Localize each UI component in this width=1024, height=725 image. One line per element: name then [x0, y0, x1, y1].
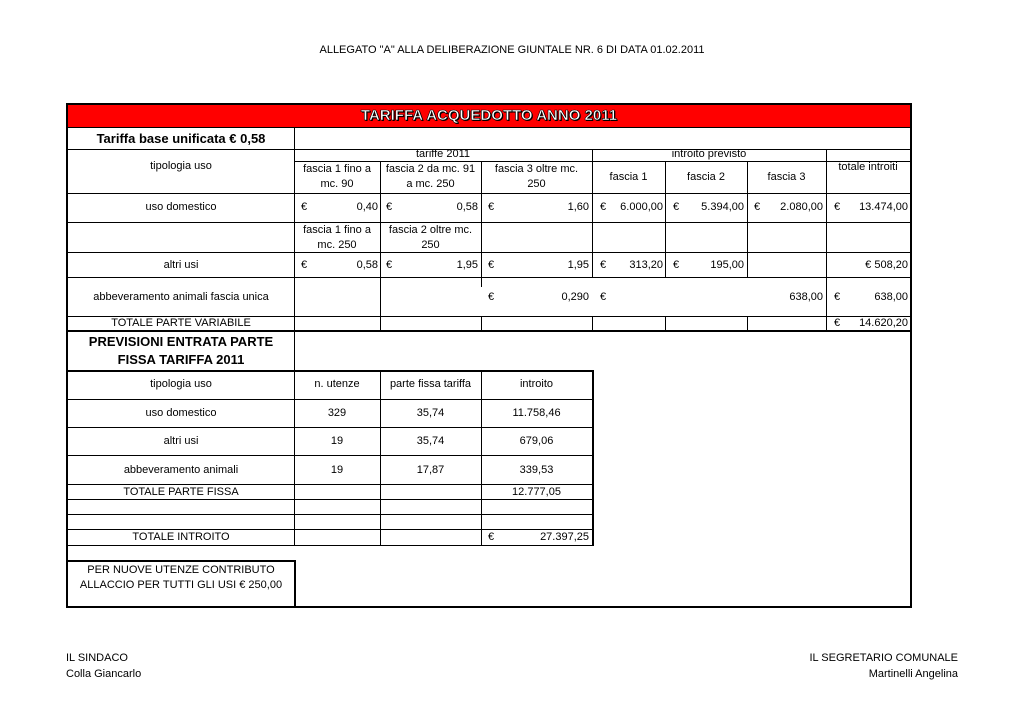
altri-fascia2-label: fascia 2 oltre mc. 250 — [388, 224, 473, 251]
dom-tot: 13.474,00 — [859, 201, 908, 213]
dom-i3: 2.080,00 — [780, 201, 823, 213]
totale-introiti-header: totale introiti — [838, 161, 898, 173]
altri-i2: 195,00 — [710, 259, 744, 271]
euro-sign: € — [301, 201, 308, 213]
totale-introito-label: TOTALE INTROITO — [132, 531, 230, 543]
fixed-row-introito: 679,06 — [519, 435, 554, 447]
fixed-row-introito: 339,53 — [519, 464, 554, 476]
fixed-header-utenze: n. utenze — [314, 378, 360, 390]
intr-fascia3: fascia 3 — [767, 171, 806, 183]
document-header: ALLEGATO "A" ALLA DELIBERAZIONE GIUNTALE NR. 6 DI DATA 01.02.2011 — [319, 44, 705, 56]
euro-sign: € — [386, 259, 393, 271]
euro-sign: € — [834, 291, 841, 303]
euro-sign: € — [301, 259, 308, 271]
euro-sign: € — [600, 291, 607, 303]
fixed-row-utenze: 19 — [330, 435, 344, 447]
euro-sign: € — [834, 317, 841, 329]
euro-sign: € — [488, 259, 495, 271]
totale-fissa-label: TOTALE PARTE FISSA — [123, 486, 239, 498]
segretario-title: IL SEGRETARIO COMUNALE — [809, 652, 958, 664]
altri-t1: 0,58 — [356, 259, 378, 271]
altri-i1: 313,20 — [629, 259, 663, 271]
euro-sign: € — [488, 531, 495, 543]
signature-left — [66, 650, 141, 682]
fixed-row-utenze: 19 — [330, 464, 344, 476]
fixed-section-title: PREVISIONI ENTRATA PARTE FISSA TARIFFA 2011 — [88, 334, 274, 367]
totale-variabile-label: TOTALE PARTE VARIABILE — [111, 317, 251, 329]
abbev-i: 638,00 — [789, 291, 823, 303]
row-domestico-label: uso domestico — [145, 201, 217, 213]
segretario-name: Martinelli Angelina — [868, 668, 958, 680]
fixed-row-introito: 11.758,46 — [512, 407, 561, 419]
tariff-table — [66, 103, 912, 608]
dom-t1: 0,40 — [356, 201, 378, 213]
altri-tot: € 508,20 — [865, 259, 908, 271]
euro-sign: € — [834, 201, 841, 213]
allaccio-note: PER NUOVE UTENZE CONTRIBUTO ALLACCIO PER TUTTI GLI USI € 250,00 — [79, 564, 283, 591]
altri-t3: 1,95 — [567, 259, 589, 271]
row-altri-label: altri usi — [163, 259, 199, 271]
fixed-row-utenze: 329 — [327, 407, 347, 419]
fixed-row-label: uso domestico — [145, 407, 217, 419]
dom-i1: 6.000,00 — [620, 201, 663, 213]
euro-sign: € — [673, 201, 680, 213]
table-title: TARIFFA ACQUEDOTTO ANNO 2011 — [68, 105, 910, 128]
base-rate: Tariffa base unificata € 0,58 — [96, 131, 266, 146]
dom-t3: 1,60 — [567, 201, 589, 213]
fixed-header-parte-fissa: parte fissa tariffa — [389, 378, 472, 390]
group-introito: introito previsto — [671, 148, 747, 160]
row-abbev-label: abbeveramento animali fascia unica — [93, 291, 269, 303]
dom-i2: 5.394,00 — [701, 201, 744, 213]
euro-sign: € — [754, 201, 761, 213]
euro-sign: € — [600, 259, 607, 271]
sindaco-title: IL SINDACO — [66, 652, 128, 664]
fixed-row-label: altri usi — [163, 435, 199, 447]
fascia3-label: fascia 3 oltre mc. 250 — [494, 163, 579, 190]
fascia2-label: fascia 2 da mc. 91 a mc. 250 — [385, 163, 476, 190]
fixed-header-tipologia: tipologia uso — [150, 378, 212, 390]
sindaco-name: Colla Giancarlo — [66, 668, 142, 680]
dom-t2: 0,58 — [456, 201, 478, 213]
fixed-row-tariffa: 35,74 — [416, 435, 445, 447]
totale-variabile-value: 14.620,20 — [859, 317, 908, 329]
fixed-row-label: abbeveramento animali — [123, 464, 239, 476]
totale-introito-value: 27.397,25 — [540, 531, 589, 543]
fixed-row-tariffa: 17,87 — [416, 464, 445, 476]
intr-fascia1: fascia 1 — [609, 171, 648, 183]
abbev-tot: 638,00 — [874, 291, 908, 303]
euro-sign: € — [600, 201, 607, 213]
signature-right — [809, 650, 958, 682]
totale-fissa-value: 12.777,05 — [512, 486, 561, 498]
col-tipologia: tipologia uso — [150, 160, 212, 172]
euro-sign: € — [386, 201, 393, 213]
altri-t2: 1,95 — [456, 259, 478, 271]
group-tariffe: tariffe 2011 — [415, 148, 471, 160]
fascia1-label: fascia 1 fino a mc. 90 — [303, 163, 371, 190]
abbev-t: 0,290 — [561, 291, 589, 303]
euro-sign: € — [673, 259, 680, 271]
euro-sign: € — [488, 291, 495, 303]
altri-fascia1-label: fascia 1 fino a mc. 250 — [303, 224, 371, 251]
euro-sign: € — [488, 201, 495, 213]
fixed-row-tariffa: 35,74 — [416, 407, 445, 419]
intr-fascia2: fascia 2 — [687, 171, 725, 183]
fixed-header-introito: introito — [519, 378, 554, 390]
